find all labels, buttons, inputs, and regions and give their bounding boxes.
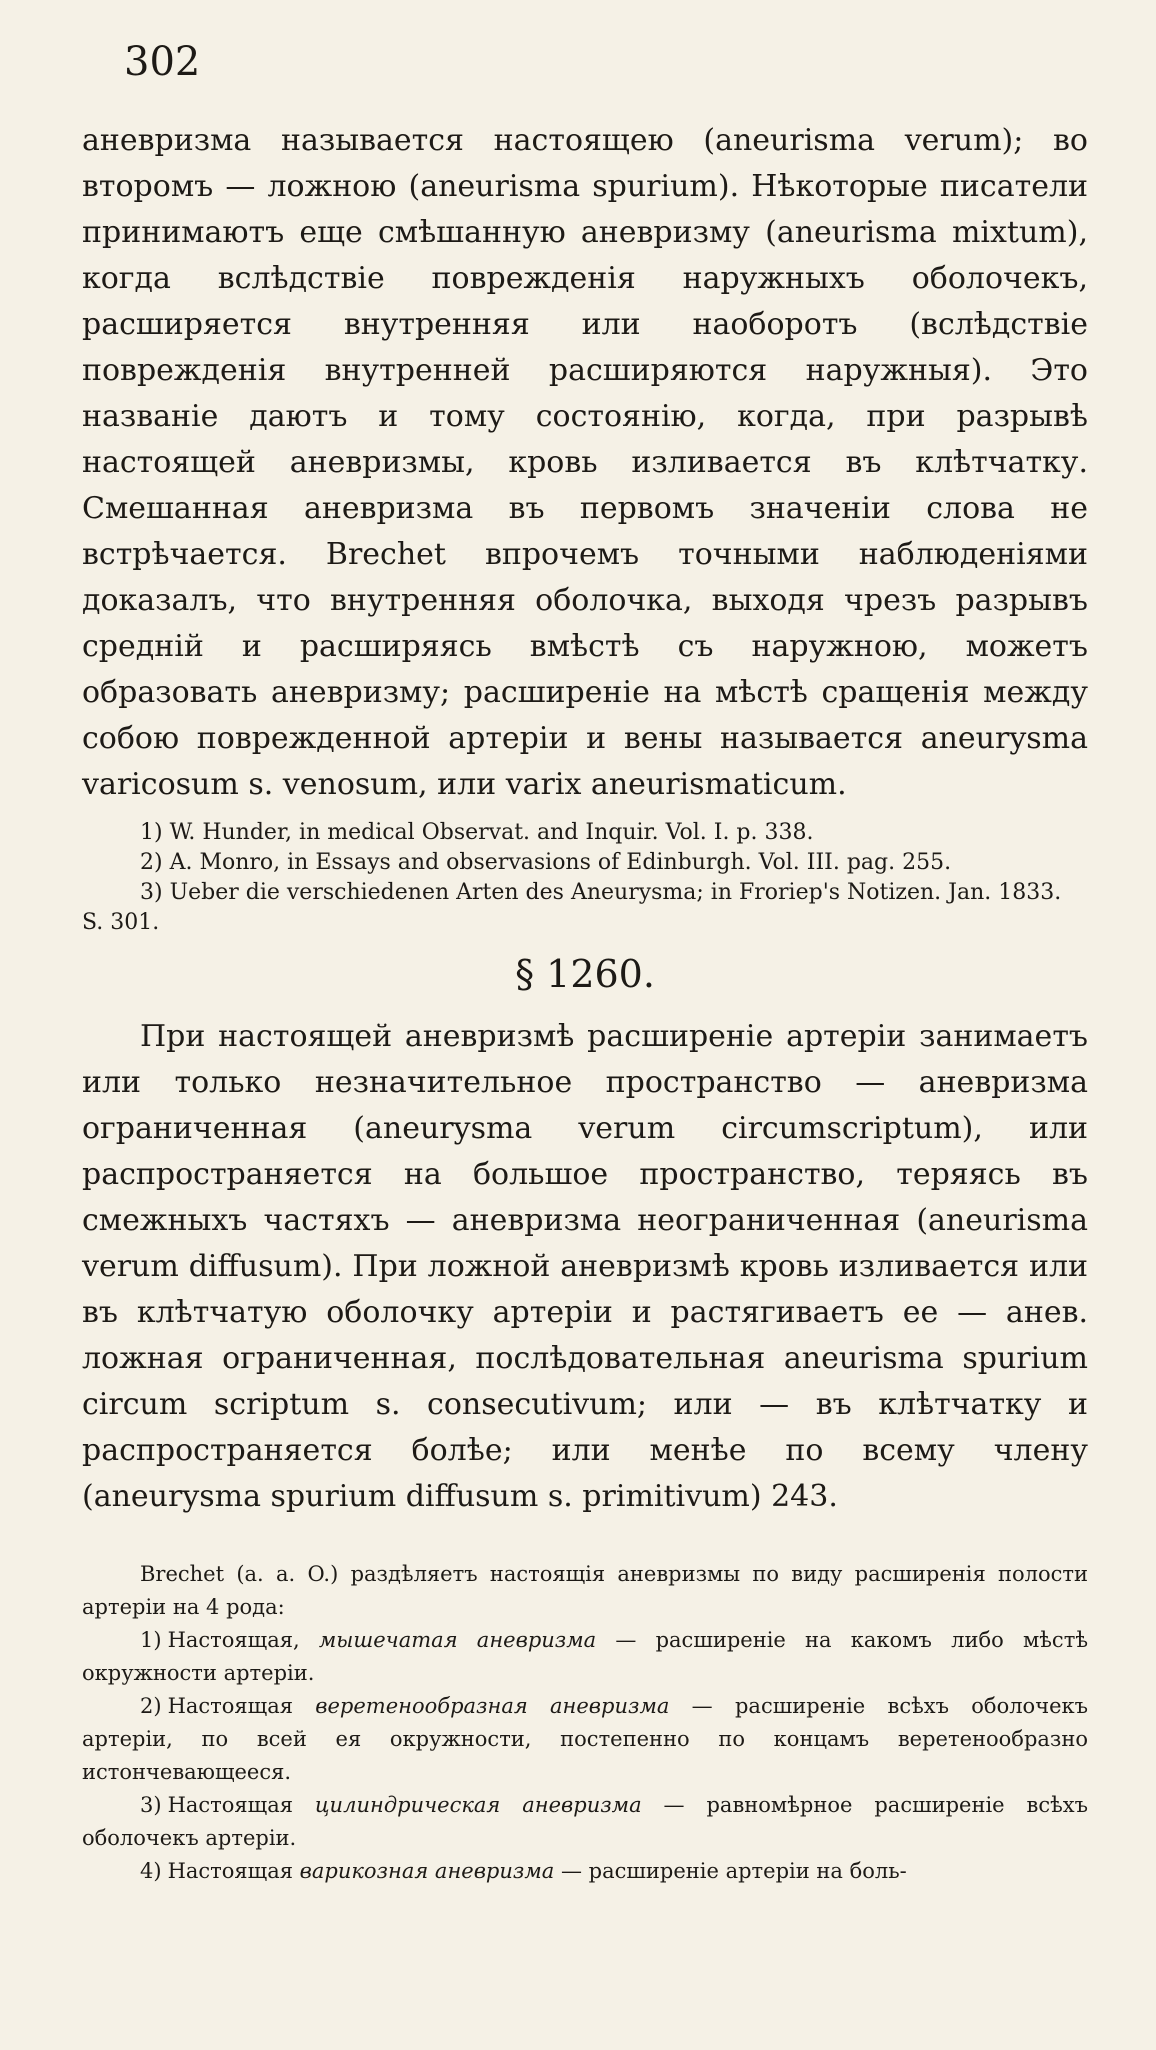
- book-page: [82, 38, 1088, 1888]
- note-item-2: [82, 1690, 1088, 1789]
- note-item-post: — расширеніе всѣхъ оболочекъ артеріи, по всей ея окружности, постепенно по концамъ веретенообразно истончевающееся.: [82, 1694, 1088, 1784]
- main-paragraph: аневризма называется настоящею (aneurisma verum); во второмъ — ложною (aneurisma spurium). Нѣкоторые писатели принимаютъ еще смѣшанную аневризму (aneurisma mixtum), когда вслѣдствіе поврежденія наружныхъ оболочекъ, расширяется внутренняя или наоборотъ (вслѣдствіе поврежденія внутренней расширяются наружныя). Это названіе даютъ и тому состоянію, когда, при разрывѣ настоящей аневризмы, кровь изливается въ клѣтчатку. Смешанная аневризма въ первомъ значеніи слова не встрѣчается. Brechet впрочемъ точными наблюденіями доказалъ, что внутренняя оболочка, выходя чрезъ разрывъ средній и расширяясь вмѣстѣ съ наружною, можетъ образовать аневризму; расширеніе на мѣстѣ сращенія между собою поврежденной артеріи и вены называется aneurysma varicosum s. venosum, или varix aneurismaticum.: [82, 123, 1088, 802]
- footnotes: [82, 818, 1088, 938]
- note-item-3: [82, 1789, 1088, 1855]
- note-item-pre: Настоящая: [167, 1859, 300, 1883]
- note-item-term: веретенообразная аневризма: [315, 1694, 670, 1718]
- note-intro: Brechet (a. a. O.) раздѣляетъ настоящія аневризмы по виду расширенія полости артеріи на 4 рода:: [82, 1562, 1088, 1619]
- note-block: [82, 1558, 1088, 1888]
- footnote-2: 2) A. Monro, in Essays and observasions of Edinburgh. Vol. III. pag. 255.: [140, 850, 952, 875]
- section-heading: § 1260.: [515, 952, 655, 996]
- note-item-number: 1): [140, 1628, 162, 1652]
- note-item-4: [82, 1855, 1088, 1888]
- note-item-term: цилиндрическая аневризма: [314, 1793, 642, 1817]
- note-item-number: 2): [140, 1694, 162, 1718]
- note-item-number: 3): [140, 1793, 162, 1817]
- note-item-term: мышечатая аневризма: [318, 1628, 597, 1652]
- page-number: 302: [124, 39, 201, 85]
- note-item-post: — расширеніе артеріи на боль-: [554, 1859, 907, 1883]
- note-item-pre: Настоящая: [167, 1694, 316, 1718]
- footnote-3: 3) Ueber die verschiedenen Arten des Aneurysma; in Froriep's Notizen. Jan. 1833. S. 301.: [82, 880, 1062, 935]
- note-item-1: [82, 1624, 1088, 1690]
- note-item-post: — расширеніе на какомъ либо мѣстѣ окружности артеріи.: [82, 1628, 1088, 1685]
- note-item-pre: Настоящая,: [167, 1628, 319, 1652]
- footnote-1: 1) W. Hunder, in medical Observat. and Inquir. Vol. I. p. 338.: [140, 820, 814, 845]
- note-item-term: варикозная аневризма: [299, 1859, 555, 1883]
- note-item-number: 4): [140, 1859, 162, 1883]
- note-item-pre: Настоящая: [167, 1793, 315, 1817]
- section-paragraph: При настоящей аневризмѣ расширеніе артеріи занимаетъ или только незначительное пространство — аневризма ограниченная (aneurysma verum circumscriptum), или распространяется на большое пространство, теряясь въ смежныхъ частяхъ — аневризма неограниченная (aneurisma verum diffusum). При ложной аневризмѣ кровь изливается или въ клѣтчатую оболочку артеріи и растягиваетъ ее — анев. ложная ограниченная, послѣдовательная aneurisma spurium circum scriptum s. consecutivum; или — въ клѣтчатку и распространяется болѣе; или менѣе по всему члену (aneurysma spurium diffusum s. primitivum) 243.: [82, 1019, 1088, 1514]
- note-item-post: — равномѣрное расширеніе всѣхъ оболочекъ артеріи.: [82, 1793, 1089, 1850]
